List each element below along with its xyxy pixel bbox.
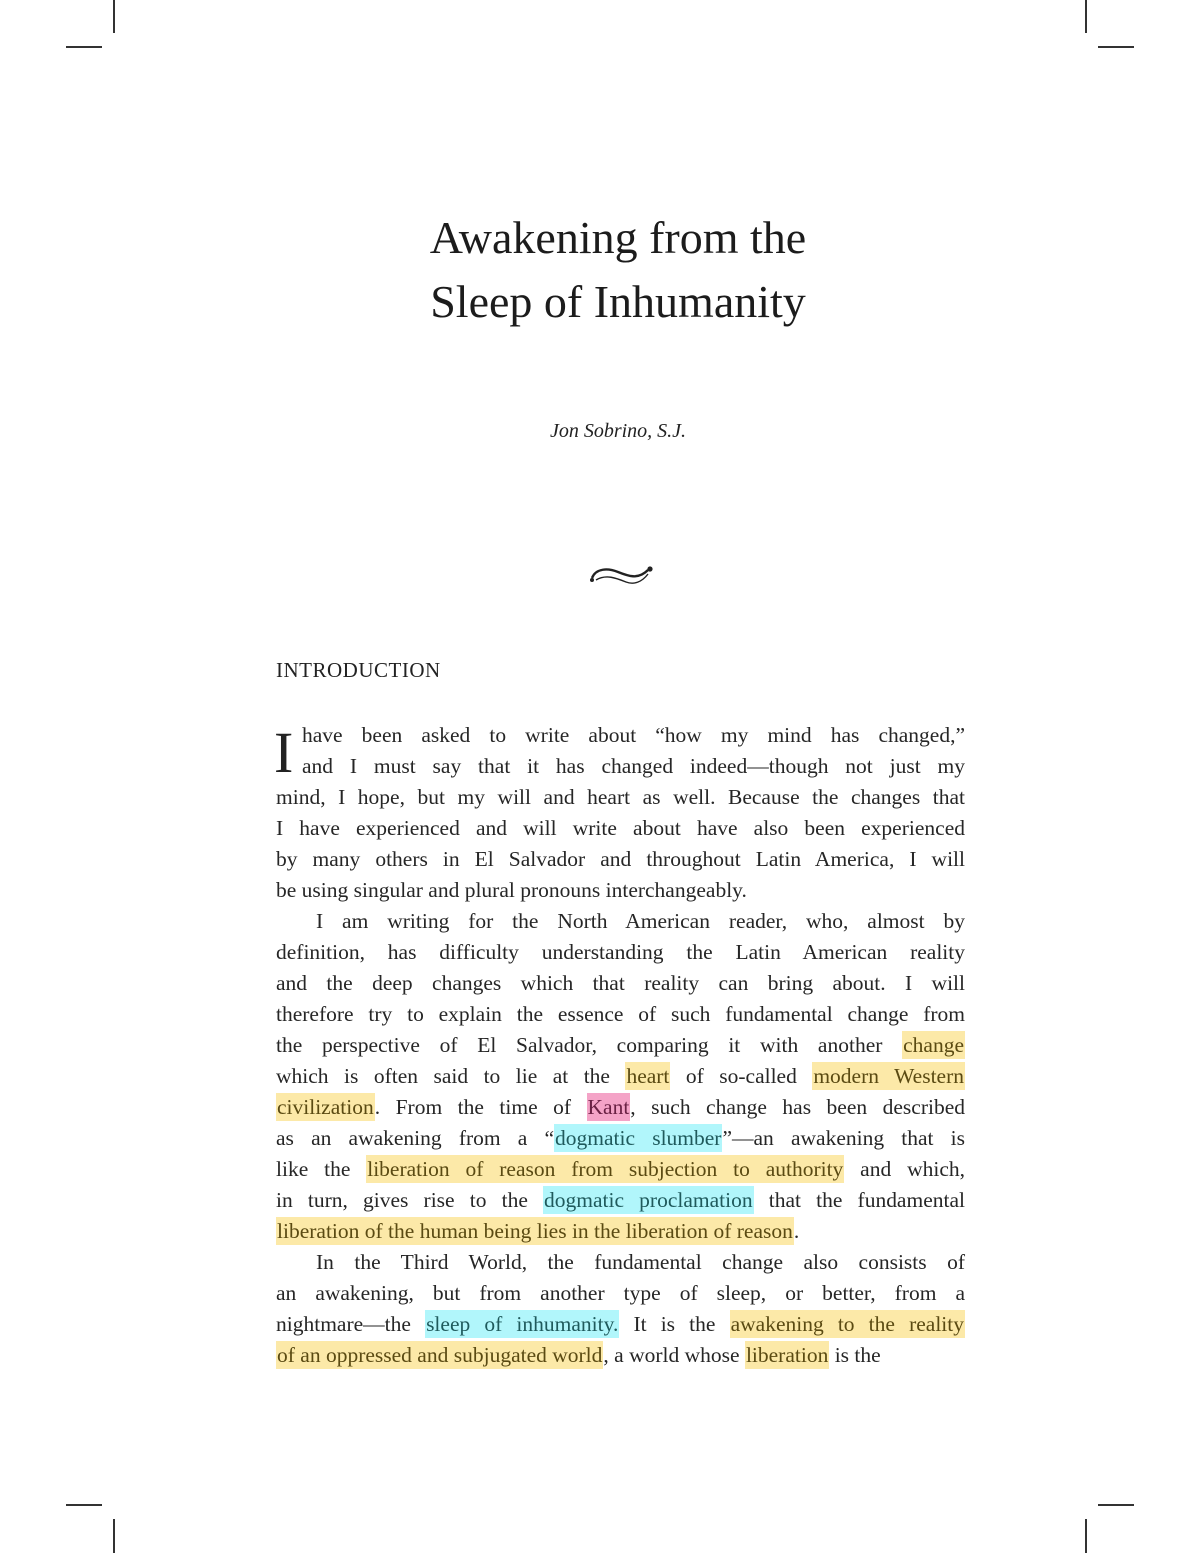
text-line [276,813,965,844]
text-line [276,1154,965,1185]
text-line [276,1309,965,1340]
chapter-title-line-1: Awakening from the [429,212,807,263]
highlight-cyan: dogmatic slumber [555,1126,722,1150]
text-run: therefore try to explain the essence of such fundamental change from [276,1002,965,1026]
crop-mark-bottom-left-horizontal [66,1504,102,1506]
text-line [276,1092,965,1123]
text-run: by many others in El Salvador and throughout Latin America, I will [276,847,965,871]
text-run: as an awakening from a “ [276,1126,555,1150]
text-run: an awakening, but from another type of sleep, or better, from a [276,1281,965,1305]
text-run: . From the time of [374,1095,587,1119]
chapter-title [0,206,1200,334]
text-run: and I must say that it has changed indeed—though not just my [302,754,965,778]
text-run: , such change has been described [630,1095,965,1119]
text-line [276,906,965,937]
text-run: have been asked to write about “how my mind has changed,” [302,723,965,747]
body-text [276,720,965,1371]
text-line [276,844,965,875]
author-byline: Jon Sobrino, S.J. [549,420,687,442]
section-heading: INTRODUCTION [276,658,441,682]
highlight-cyan: sleep of inhumanity. [426,1312,619,1336]
text-run: of so-called [670,1064,813,1088]
highlight-pink: Kant [587,1095,630,1119]
text-run: . [793,1219,800,1243]
text-line [276,1278,965,1309]
text-run: I am writing for the North American reader, who, almost by [316,909,965,933]
text-run: be using singular and plural pronouns interchangeably. [276,878,747,902]
highlight-cyan: dogmatic proclamation [544,1188,753,1212]
crop-mark-top-right-vertical [1085,0,1087,33]
text-line [276,999,965,1030]
highlight-yellow: awakening to the reality [730,1312,964,1336]
highlight-yellow: change [903,1033,964,1057]
text-line [276,1185,965,1216]
highlight-yellow: of an oppressed and subjugated world [277,1343,603,1367]
text-run: ”—an awakening that is [722,1126,965,1150]
text-run: It is the [619,1312,730,1336]
text-line [276,1123,965,1154]
text-run: that the fundamental [753,1188,965,1212]
text-line [276,1340,965,1371]
drop-cap: I [274,720,294,785]
text-run: and which, [844,1157,965,1181]
text-run: the perspective of El Salvador, comparing it with another [276,1033,903,1057]
crop-mark-top-left-vertical [113,0,115,33]
highlight-yellow: liberation [745,1343,829,1367]
text-run: , a world whose [603,1343,745,1367]
text-run: In the Third World, the fundamental change also consists of [316,1250,965,1274]
crop-mark-bottom-right-horizontal [1098,1504,1134,1506]
text-run: definition, has difficulty understanding the Latin American reality [276,940,965,964]
text-run: like the [276,1157,367,1181]
text-line [276,1061,965,1092]
chapter-title-line-2: Sleep of Inhumanity [430,276,806,327]
text-line [276,782,965,813]
crop-mark-bottom-left-vertical [113,1519,115,1553]
text-line [276,751,965,782]
crop-mark-top-left-horizontal [66,46,102,48]
text-line [276,720,965,751]
crop-mark-bottom-right-vertical [1085,1519,1087,1553]
highlight-yellow: civilization [277,1095,374,1119]
highlight-yellow: heart [626,1064,670,1088]
crop-mark-top-right-horizontal [1098,46,1134,48]
highlight-yellow: liberation of the human being lies in the liberation of reason [277,1219,793,1243]
text-line [276,1030,965,1061]
text-run: in turn, gives rise to the [276,1188,544,1212]
text-run: is the [829,1343,881,1367]
text-line [276,875,965,906]
text-line [276,1216,965,1247]
text-run: mind, I hope, but my will and heart as well. Because the changes that [276,785,965,809]
highlight-yellow: liberation of reason from subjection to authority [367,1157,844,1181]
highlight-yellow: modern Western [813,1064,964,1088]
text-run: and the deep changes which that reality can bring about. I will [276,971,965,995]
text-line [276,968,965,999]
text-run: I have experienced and will write about have also been experienced [276,816,965,840]
text-run: nightmare—the [276,1312,426,1336]
text-run: which is often said to lie at the [276,1064,626,1088]
text-line [276,1247,965,1278]
text-line [276,937,965,968]
fleuron-swash-icon [586,556,656,592]
